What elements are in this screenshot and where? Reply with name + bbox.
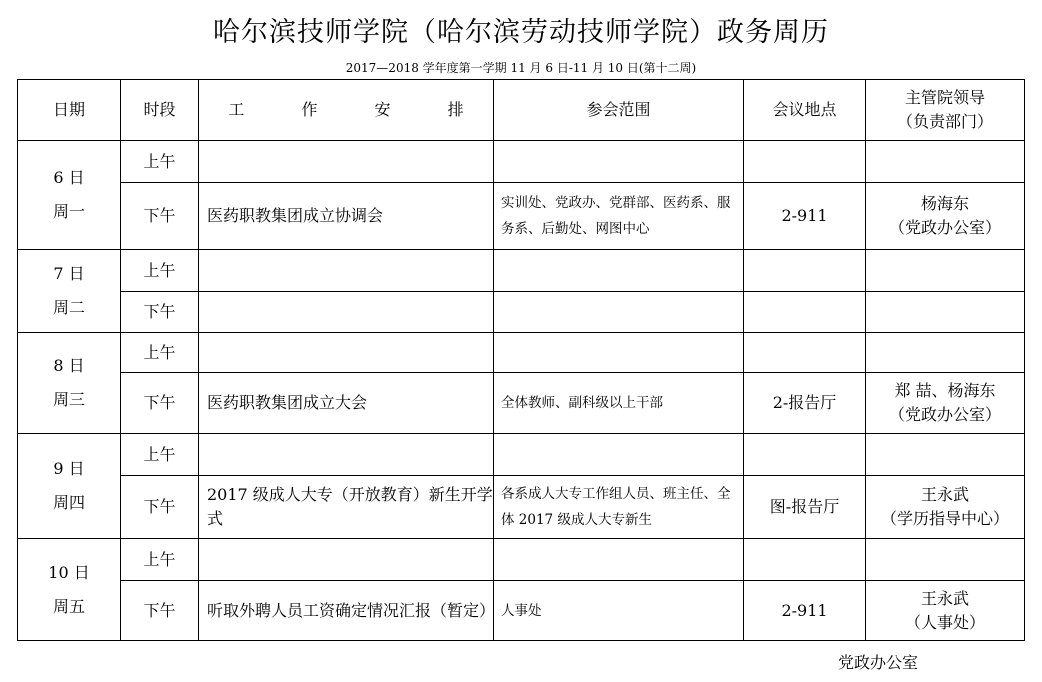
location-cell xyxy=(744,434,866,476)
date-cell xyxy=(18,250,121,333)
leader-cell xyxy=(866,434,1025,476)
leader-name: 郑 喆、杨海东 xyxy=(894,381,996,400)
period-cell: 上午 xyxy=(121,333,199,373)
header-period: 时段 xyxy=(121,80,199,141)
leader-cell xyxy=(866,250,1025,292)
leader-cell xyxy=(866,539,1025,581)
period-cell: 下午 xyxy=(121,183,199,250)
work-cell xyxy=(199,141,494,183)
date-cell xyxy=(18,539,121,641)
leader-cell xyxy=(866,581,1025,641)
header-leader-line2: （负责部门） xyxy=(896,112,993,131)
header-work: 工 作 安 排 xyxy=(199,80,494,141)
leader-name: 王永武 xyxy=(920,485,969,504)
location-cell xyxy=(744,539,866,581)
date-day: 8 日 xyxy=(53,356,85,375)
header-leader-line1: 主管院领导 xyxy=(904,88,985,107)
date-cell xyxy=(18,333,121,434)
work-cell xyxy=(199,250,494,292)
location-cell: 2-911 xyxy=(744,581,866,641)
date-day: 6 日 xyxy=(53,168,85,187)
location-cell xyxy=(744,141,866,183)
period-cell: 上午 xyxy=(121,141,199,183)
header-row xyxy=(18,80,1025,141)
leader-dept: （党政办公室） xyxy=(888,405,1001,424)
leader-dept: （人事处） xyxy=(904,612,985,632)
schedule-table xyxy=(17,79,1025,641)
period-cell: 下午 xyxy=(121,581,199,641)
scope-cell xyxy=(494,333,744,373)
scope-cell xyxy=(494,141,744,183)
header-location: 会议地点 xyxy=(744,80,866,141)
leader-dept: （党政办公室） xyxy=(888,218,1001,237)
work-cell: 医药职教集团成立协调会 xyxy=(199,183,494,250)
leader-cell xyxy=(866,373,1025,434)
header-leader xyxy=(866,80,1025,141)
date-day: 10 日 xyxy=(48,562,90,582)
date-weekday: 周二 xyxy=(52,298,85,317)
date-day: 7 日 xyxy=(53,264,85,283)
table-row xyxy=(18,141,1025,183)
date-weekday: 周三 xyxy=(52,390,85,409)
leader-cell xyxy=(866,183,1025,250)
location-cell: 2-报告厅 xyxy=(744,373,866,434)
leader-cell xyxy=(866,333,1025,373)
leader-name: 王永武 xyxy=(920,588,969,608)
header-scope: 参会范围 xyxy=(494,80,744,141)
location-cell: 图-报告厅 xyxy=(744,476,866,539)
work-cell: 2017 级成人大专（开放教育）新生开学式 xyxy=(199,476,494,539)
work-cell xyxy=(199,539,494,581)
table-row xyxy=(18,250,1025,292)
location-cell xyxy=(744,250,866,292)
scope-cell xyxy=(494,250,744,292)
scope-cell xyxy=(494,292,744,333)
work-cell xyxy=(199,434,494,476)
date-day: 9 日 xyxy=(53,459,85,478)
scope-cell xyxy=(494,434,744,476)
scope-cell: 实训处、党政办、党群部、医药系、服务系、后勤处、网图中心 xyxy=(494,183,744,250)
table-row xyxy=(18,183,1025,250)
location-cell: 2-911 xyxy=(744,183,866,250)
location-cell xyxy=(744,333,866,373)
page-title: 哈尔滨技师学院（哈尔滨劳动技师学院）政务周历 xyxy=(213,17,829,48)
period-cell: 下午 xyxy=(121,373,199,434)
work-cell xyxy=(199,333,494,373)
scope-cell: 各系成人大专工作组人员、班主任、全体 2017 级成人大专新生 xyxy=(494,476,744,539)
period-cell: 上午 xyxy=(121,539,199,581)
footer-office: 党政办公室 xyxy=(838,653,919,672)
period-cell: 下午 xyxy=(121,476,199,539)
scope-cell: 全体教师、副科级以上干部 xyxy=(494,373,744,434)
date-cell xyxy=(18,434,121,539)
table-row xyxy=(18,539,1025,581)
period-cell: 上午 xyxy=(121,250,199,292)
period-cell: 下午 xyxy=(121,292,199,333)
table-row xyxy=(18,476,1025,539)
leader-cell xyxy=(866,476,1025,539)
work-cell: 医药职教集团成立大会 xyxy=(199,373,494,434)
table-row xyxy=(18,581,1025,641)
leader-dept: （学历指导中心） xyxy=(880,509,1009,528)
table-row xyxy=(18,373,1025,434)
table-row xyxy=(18,333,1025,373)
leader-cell xyxy=(866,292,1025,333)
table-row xyxy=(18,292,1025,333)
page-subtitle: 2017—2018 学年度第一学期 11 月 6 日-11 月 10 日(第十二周) xyxy=(345,61,697,75)
date-cell xyxy=(18,141,121,250)
work-cell xyxy=(199,292,494,333)
scope-cell: 人事处 xyxy=(494,581,744,641)
scope-cell xyxy=(494,539,744,581)
date-weekday: 周四 xyxy=(52,493,85,512)
location-cell xyxy=(744,292,866,333)
leader-name: 杨海东 xyxy=(920,194,969,213)
date-weekday: 周五 xyxy=(52,596,85,616)
header-date: 日期 xyxy=(18,80,121,141)
leader-cell xyxy=(866,141,1025,183)
date-weekday: 周一 xyxy=(52,202,85,221)
period-cell: 上午 xyxy=(121,434,199,476)
work-cell: 听取外聘人员工资确定情况汇报（暂定） xyxy=(199,581,494,641)
table-row xyxy=(18,434,1025,476)
